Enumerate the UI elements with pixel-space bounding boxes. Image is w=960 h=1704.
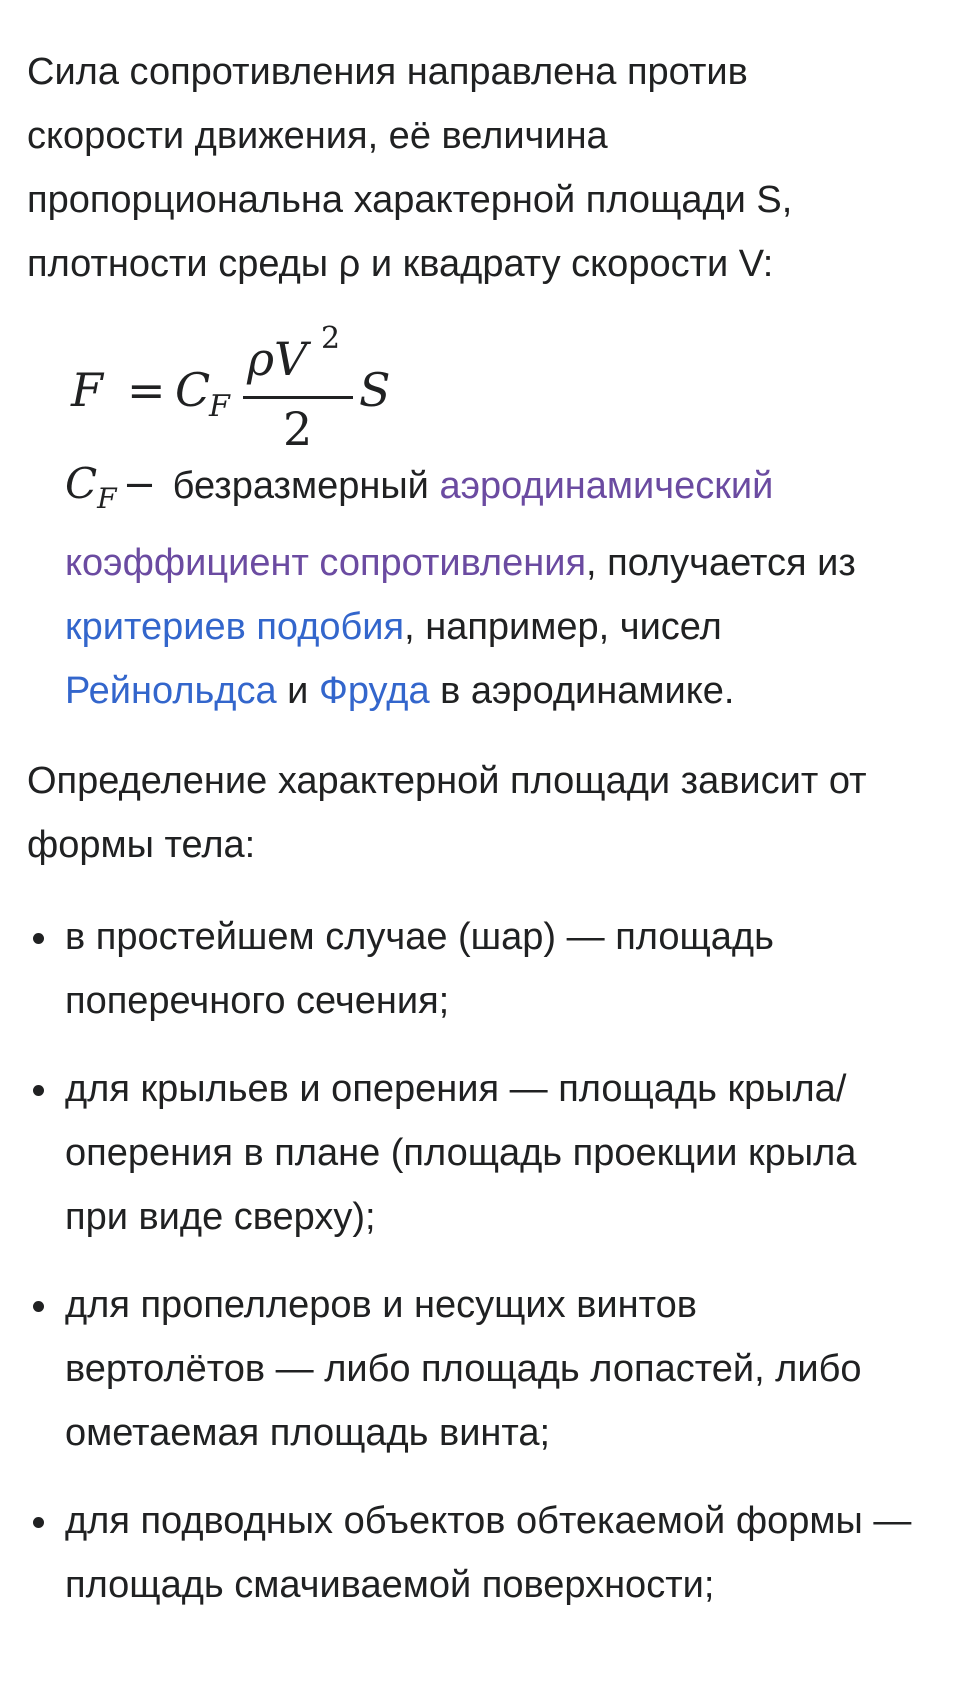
coefficient-description	[65, 452, 960, 723]
formula-fraction-bar	[243, 396, 353, 399]
formula-coefficient-symbol: C	[175, 363, 211, 417]
link-froude[interactable]: Фруда	[318, 670, 430, 712]
formula-area-symbol: S	[359, 363, 391, 417]
formula-coefficient-subscript: F	[209, 389, 230, 424]
shape-list	[27, 905, 960, 1617]
formula-equals-sign: =	[127, 363, 166, 417]
bullet-icon	[33, 933, 44, 944]
area-definition-line-1: Определение характерной площади зависит от	[27, 760, 867, 802]
area-definition-paragraph	[27, 749, 960, 877]
cf-symbol-subscript: F	[97, 482, 117, 515]
intro-line-2: скорости движения, её величина	[27, 115, 608, 157]
link-drag-coefficient-part-1[interactable]: аэродинамический	[439, 465, 774, 507]
link-reynolds[interactable]: Рейнольдса	[65, 670, 277, 712]
formula-denominator: 2	[283, 402, 313, 456]
list-item: для подводных объектов обтекаемой формы — площадь смачиваемой поверхности;	[27, 1489, 960, 1617]
area-definition-line-2: формы тела:	[27, 824, 256, 866]
cf-text-2: , получается из	[586, 542, 856, 584]
bullet-icon	[33, 1301, 44, 1312]
link-drag-coefficient-part-2[interactable]: коэффициент сопротивления	[65, 542, 587, 584]
cf-text-5: в аэродинамике.	[429, 670, 735, 712]
cf-text-3: , например, чисел	[404, 606, 722, 648]
link-similarity-criteria[interactable]: критериев подобия	[65, 606, 405, 648]
list-item: для крыльев и оперения — площадь крыла/ оперения в плане (площадь проекции крыла при виде сверху);	[27, 1057, 960, 1249]
list-item: в простейшем случае (шар) — площадь поперечного сечения;	[27, 905, 960, 1033]
drag-force-formula	[67, 321, 960, 456]
cf-text-4: и	[276, 670, 319, 712]
bullet-icon	[33, 1085, 44, 1096]
formula-force-symbol: F	[71, 363, 103, 417]
formula-exponent: 2	[321, 321, 341, 356]
cf-symbol: $C_F$	[65, 459, 117, 515]
article-content	[27, 40, 960, 1641]
intro-line-4: плотности среды ρ и квадрату скорости V:	[27, 243, 774, 285]
cf-text-1: безразмерный	[162, 465, 440, 507]
intro-line-1: Сила сопротивления направлена против	[27, 51, 748, 93]
cf-dash: −	[122, 462, 157, 508]
bullet-icon	[33, 1517, 44, 1528]
intro-paragraph	[27, 40, 960, 296]
formula-numerator: ρV	[247, 332, 308, 386]
intro-line-3: пропорциональна характерной площади S,	[27, 179, 793, 221]
list-item: для пропеллеров и несущих винтов вертолётов — либо площадь лопастей, либо ометаемая площадь винта;	[27, 1273, 960, 1465]
